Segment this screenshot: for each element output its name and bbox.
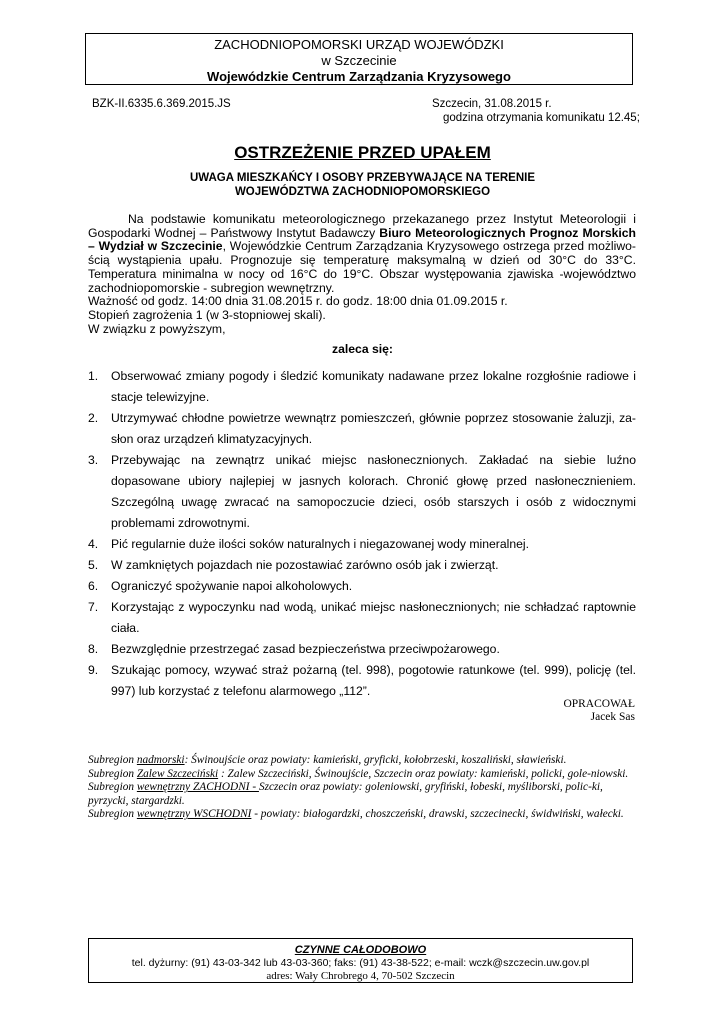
list-item [88,366,636,408]
therefore-line: W związku z powyższym, [88,321,226,336]
item-number: 8. [88,642,99,656]
validity-period: Ważność od godz. 14:00 dnia 31.08.2015 r. do godz. 18:00 dnia 01.09.2015 r. [88,294,508,309]
recommendation-heading: zaleca się: [332,342,393,356]
subtitle-line-1: UWAGA MIESZKAŃCY I OSOBY PRZEBYWAJĄCE NA TERENIE [189,172,536,184]
office-city: w Szczecinie [321,53,397,68]
item-text: Obserwować zmiany pogody i śledzić komunikaty nadawane przez lokalne rozgłośnie radiowe i stacje telewizyjne. [111,369,636,404]
subregion-prefix: Subregion [88,808,137,821]
subregion-name: wewnętrzny WSCHODNI [136,808,252,821]
place-and-date: Szczecin, 31.08.2015 r. [432,98,552,110]
received-time: godzina otrzymania komunikatu 12.45; [443,112,640,124]
subregion-entry [88,768,633,782]
office-header-box [85,33,633,85]
item-text: Szukając pomocy, wzywać straż pożarną (tel. 998), pogotowie ratunkowe (tel. 999), policję (tel. 997) lub korzystać z telefonu alarmowego „112”. [111,663,636,698]
footer-contact: tel. dyżurny: (91) 43-03-342 lub 43-03-360; faks: (91) 43-38-522; e-mail: wczk@szczecin.uw.gov.pl [131,957,590,969]
document-reference: BZK-II.6335.6.369.2015.JS [92,98,231,110]
threat-level: Stopień zagrożenia 1 (w 3-stopniowej skali). [88,307,326,322]
item-number: 7. [88,600,99,614]
list-item [88,534,636,555]
list-item [88,576,636,597]
footer-title: CZYNNE CAŁODOBOWO [294,944,427,956]
list-item [88,555,636,576]
subregion-description: Szczecin oraz powiaty: goleniowski, gryfiński, łobeski, myśliborski, polic-ki, pyrzycki, stargardzki. [88,781,603,807]
author-name: Jacek Sas [590,711,635,723]
list-item [88,408,636,450]
item-text: Ograniczyć spożywanie napoi alkoholowych. [111,579,353,593]
office-name: ZACHODNIOPOMORSKI URZĄD WOJEWÓDZKI [214,37,504,52]
warning-paragraph [88,213,636,295]
subregion-entry [88,781,633,808]
recommendation-list [88,366,636,702]
item-number: 2. [88,411,99,425]
item-text: Korzystając z wypoczynku nad wodą, unikać miejsc nasłonecznionych; nie schładzać raptownie ciała. [111,600,636,635]
document-subtitle [0,172,725,199]
subregion-prefix: Subregion [88,754,137,766]
subregion-entry [88,754,633,768]
paragraph-forecast: , Wojewódzkie Centrum Zarządzania Kryzysowego ostrzega przed możliwo-ścią wystąpienia upału. Prognozuje się temperaturę maksymalną w dzień od 30°C do 33°C. Temperatura minimalna w nocy od 16°C do 19°C. Obszar występowania zjawiska -województwo zachodniopomorskie - subregion wewnętrzny. [88,239,636,295]
subregion-prefix: Subregion [88,767,137,780]
item-number: 6. [88,579,99,593]
subregion-name: wewnętrzny ZACHODNI - [136,781,259,794]
footer-address: adres: Wały Chrobrego 4, 70-502 Szczecin [266,970,455,982]
document-title: OSTRZEŻENIE PRZED UPAŁEM [234,143,491,162]
item-text: Utrzymywać chłodne powietrze wewnątrz pomieszczeń, głównie poprzez stosowanie żaluzji, za-słon oraz urządzeń klimatyzacyjnych. [111,411,636,446]
subregion-description: - powiaty: białogardzki, choszczeński, drawski, szczecinecki, świdwiński, wałecki. [251,808,624,821]
subregion-description: : Zalew Szczeciński, Świnoujście, Szczecin oraz powiaty: kamieński, policki, gole-niowski. [218,767,629,780]
item-text: Bezwzględnie przestrzegać zasad bezpieczeństwa przeciwpożarowego. [111,642,500,656]
list-item [88,660,636,702]
subregion-description: : Świnoujście oraz powiaty: kamieński, gryficki, kołobrzeski, koszaliński, sławieński. [184,754,567,766]
item-number: 3. [88,453,99,467]
forecast-office-name: Biuro Meteorologicznych Prognoz Morskich – Wydział w Szczecinie [88,225,637,254]
list-item [88,639,636,660]
item-number: 5. [88,558,99,572]
item-text: Pić regularnie duże ilości soków naturalnych i niegazowanej wody mineralnej. [111,537,529,551]
prepared-by-label: OPRACOWAŁ [563,698,635,710]
item-number: 4. [88,537,99,551]
list-item [88,597,636,639]
list-item [88,450,636,534]
warning-body [88,213,636,336]
paragraph-intro: Na podstawie komunikatu meteorologicznego przekazanego przez Instytut Meteorologii i Gospodarki Wodnej – Państwowy Instytut Badawczy [88,212,636,240]
subregion-name: Zalew Szczeciński [136,767,219,780]
subregion-definitions [88,754,633,822]
contact-footer-box [88,938,633,983]
subregion-name: nadmorski [136,754,185,766]
subregion-prefix: Subregion [88,781,137,794]
item-number: 9. [88,663,99,677]
subregion-entry [88,808,633,822]
item-text: W zamkniętych pojazdach nie pozostawiać zarówno osób jak i zwierząt. [111,558,499,572]
item-text: Przebywając na zewnątrz unikać miejsc nasłonecznionych. Zakładać na siebie luźno dopasowane ubiory najlepiej w jasnych kolorach. Chronić głowę przed nasłonecznieniem. Szczególną uwagę zwracać na samopoczucie dzieci, osób starszych i osób z widocznymi problemami zdrowotnymi. [111,453,636,530]
crisis-center-name: Wojewódzkie Centrum Zarządzania Kryzysowego [207,69,511,84]
item-number: 1. [88,369,99,383]
subtitle-line-2: WOJEWÓDZTWA ZACHODNIOPOMORSKIEGO [234,185,491,198]
